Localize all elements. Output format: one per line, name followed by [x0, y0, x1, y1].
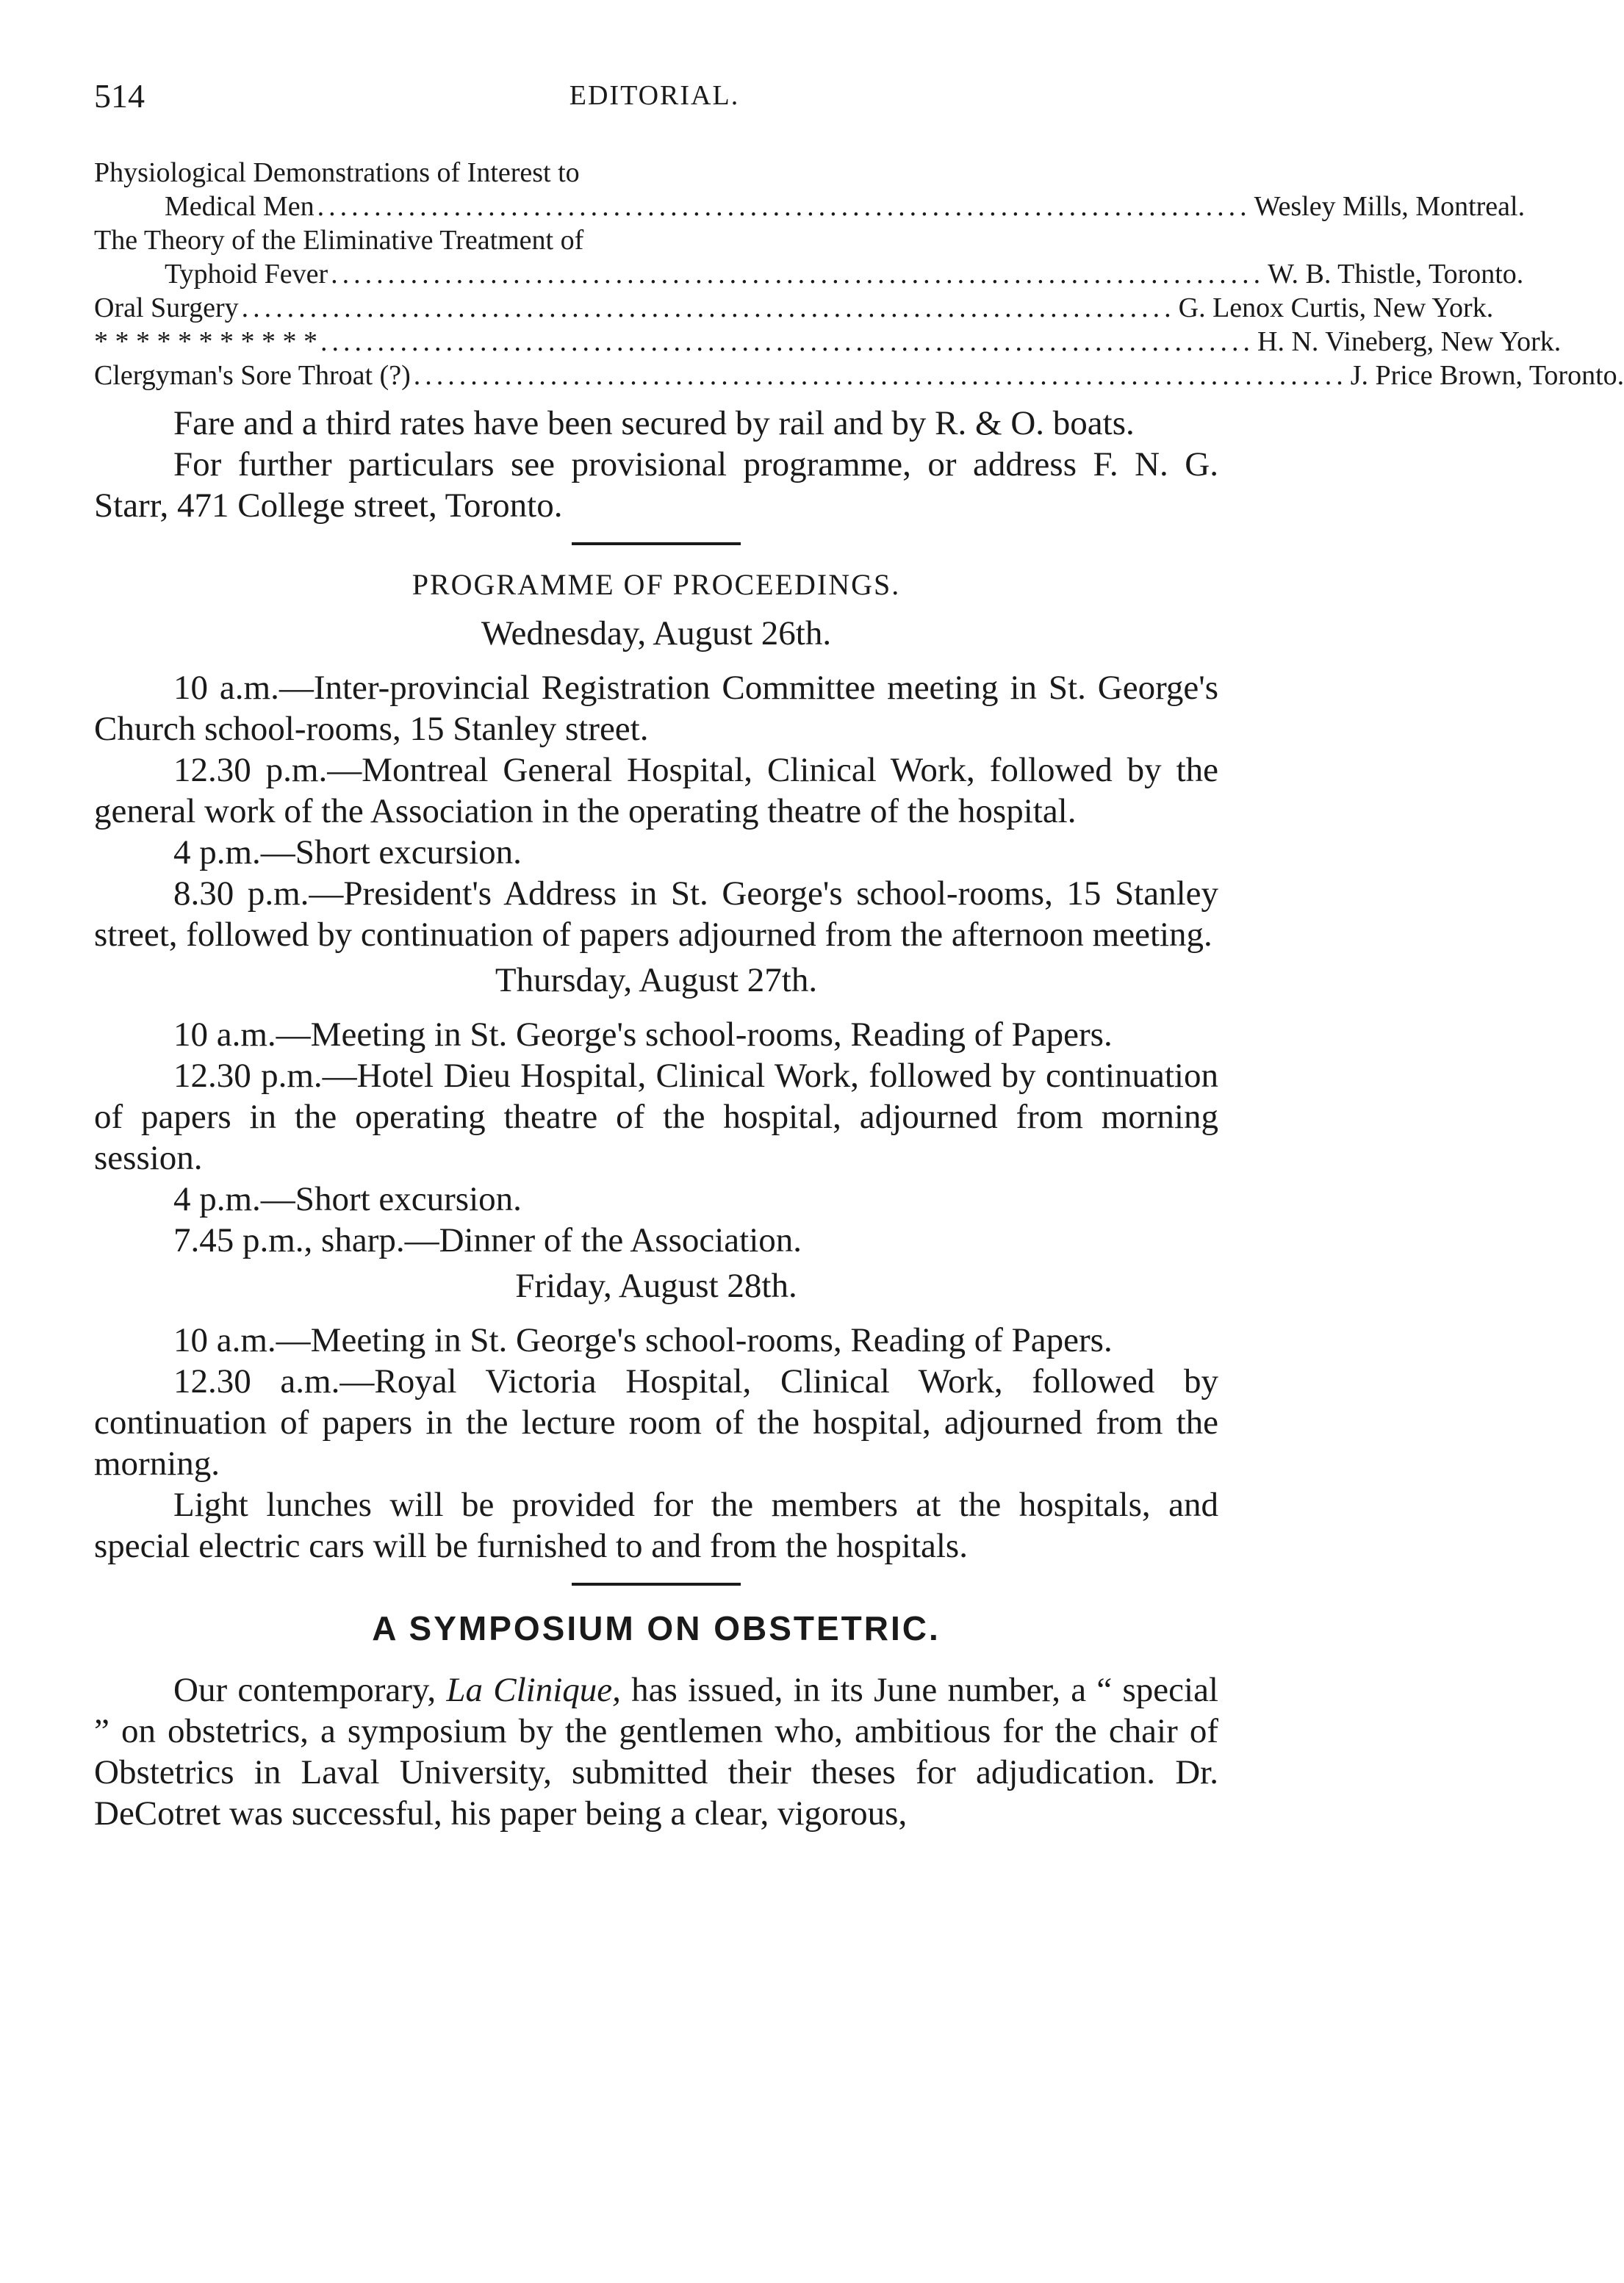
leader-dots: ..................................................................................	[317, 191, 1251, 222]
paper-author: Wesley Mills, Montreal.	[1254, 191, 1526, 222]
programme-item: 10 a.m.—Inter-provincial Registration Committee meeting in St. George's Church school-rooms, 15 Stanley street.	[94, 669, 1218, 748]
journal-name: La Clinique,	[446, 1671, 621, 1709]
paragraph-text: Our contemporary,	[173, 1671, 447, 1709]
running-head: EDITORIAL.	[569, 80, 740, 111]
paper-title: * * * * * * * * * * *	[94, 326, 317, 357]
day-heading: Friday, August 28th.	[515, 1267, 797, 1305]
paragraph	[94, 1669, 1218, 1834]
paper-author: J. Price Brown, Toronto.	[1350, 360, 1624, 391]
programme-item: 8.30 p.m.—President's Address in St. George's school-rooms, 15 Stanley street, followed by continuation of papers adjourned from the afternoon meeting.	[94, 874, 1218, 954]
page-number: 514	[94, 77, 145, 115]
day-heading: Thursday, August 27th.	[495, 961, 818, 999]
programme-item: 12.30 p.m.—Montreal General Hospital, Clinical Work, followed by the general work of the Association in the operating theatre of the hospital.	[94, 751, 1218, 830]
paper-title: Typhoid Fever	[165, 259, 328, 290]
programme-item: 7.45 p.m., sharp.—Dinner of the Association.	[173, 1221, 802, 1259]
programme-item: Light lunches will be provided for the members at the hospitals, and special electric cars will be furnished to and from the hospitals.	[94, 1486, 1218, 1565]
programme-item: 4 p.m.—Short excursion.	[173, 833, 522, 871]
programme-item: 10 a.m.—Meeting in St. George's school-rooms, Reading of Papers.	[173, 1321, 1113, 1359]
list-item	[94, 291, 1494, 325]
leader-dots: ..................................................................................	[413, 360, 1348, 391]
paper-title: Oral Surgery	[94, 292, 239, 323]
programme-item: 12.30 a.m.—Royal Victoria Hospital, Clinical Work, followed by continuation of papers in the lecture room of the hospital, adjourned from the morning.	[94, 1362, 1218, 1483]
section-divider	[572, 1583, 741, 1586]
leader-dots: ..................................................................................	[320, 326, 1254, 357]
paper-title: The Theory of the Eliminative Treatment of	[94, 225, 584, 256]
article-title: A SYMPOSIUM ON OBSTETRIC.	[372, 1609, 941, 1647]
paper-title: Clergyman's Sore Throat (?)	[94, 360, 411, 391]
paper-title: Medical Men	[165, 191, 315, 222]
list-item	[94, 325, 1562, 359]
papers-list	[94, 156, 1624, 392]
programme-item: 12.30 p.m.—Hotel Dieu Hospital, Clinical Work, followed by continuation of papers in the operating theatre of the hospital, adjourned from morning session.	[94, 1057, 1218, 1177]
paper-title: Physiological Demonstrations of Interest to	[94, 157, 580, 188]
section-divider	[572, 542, 741, 545]
section-title: PROGRAMME OF PROCEEDINGS.	[412, 568, 901, 601]
page-header	[94, 76, 1215, 121]
paragraph-text: has issued, in its June number, a “ special ” on obstetrics, a symposium by the gentlemen who, ambitious for the chair of Obstetrics in Laval University, submitted their theses for adjudication. Dr. DeCotret was successful, his paper being a clear, vigorous,	[94, 1671, 1218, 1833]
list-item	[94, 190, 1526, 223]
paper-author: W. B. Thistle, Toronto.	[1268, 259, 1524, 290]
paragraph: For further particulars see provisional programme, or address F. N. G. Starr, 471 College street, Toronto.	[94, 445, 1218, 525]
body-text	[94, 403, 1218, 1834]
leader-dots: ..................................................................................	[331, 259, 1265, 290]
paper-author: G. Lenox Curtis, New York.	[1178, 292, 1494, 323]
programme-item: 10 a.m.—Meeting in St. George's school-rooms, Reading of Papers.	[173, 1015, 1113, 1054]
list-item	[94, 359, 1624, 392]
paper-author: H. N. Vineberg, New York.	[1257, 326, 1562, 357]
list-item	[94, 257, 1524, 291]
paragraph: Fare and a third rates have been secured by rail and by R. & O. boats.	[173, 404, 1135, 442]
day-heading: Wednesday, August 26th.	[481, 614, 832, 652]
programme-item: 4 p.m.—Short excursion.	[173, 1180, 522, 1218]
list-item	[94, 223, 1218, 257]
list-item	[94, 156, 1218, 190]
leader-dots: ..................................................................................	[241, 292, 1176, 323]
